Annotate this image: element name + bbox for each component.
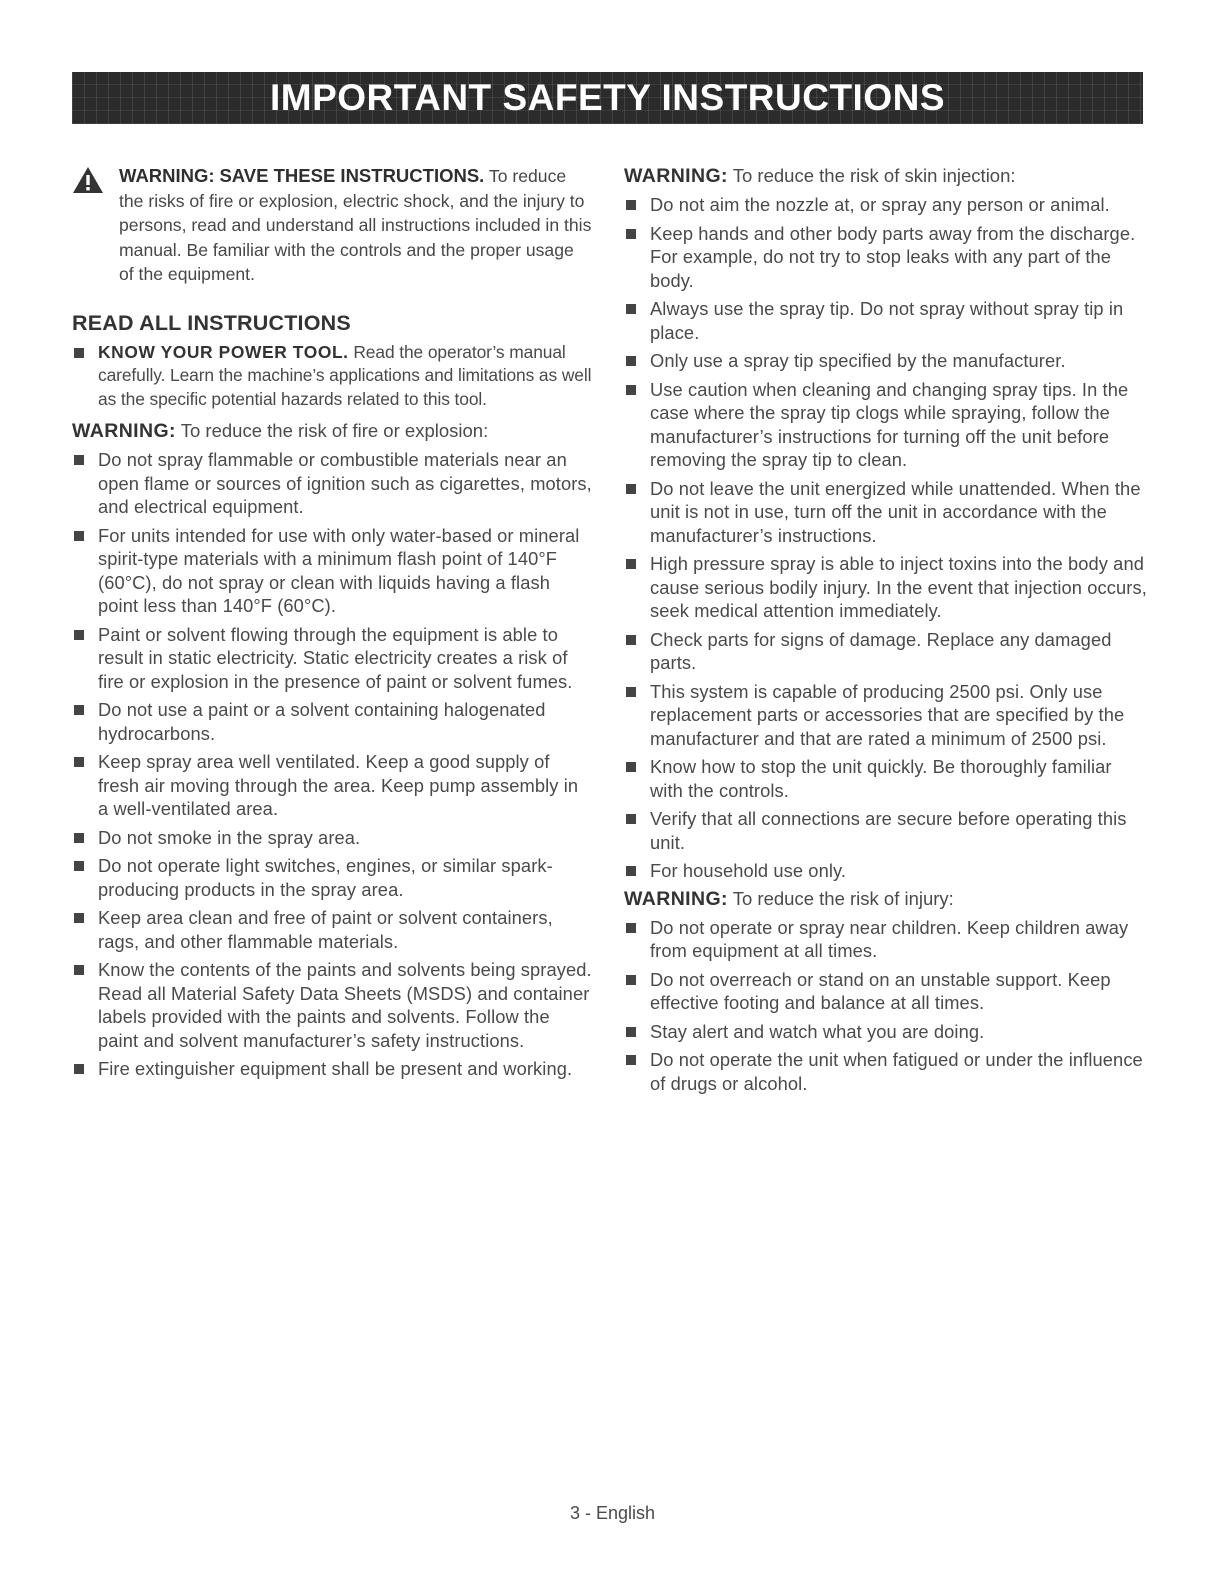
list-item: Stay alert and watch what you are doing. bbox=[624, 1020, 1148, 1044]
skin-warning-text: To reduce the risk of skin injection: bbox=[732, 165, 1016, 186]
skin-warning-label: WARNING: bbox=[624, 165, 728, 187]
list-item: Know how to stop the unit quickly. Be thoroughly familiar with the controls. bbox=[624, 755, 1148, 802]
injury-warning-label: WARNING: bbox=[624, 887, 728, 910]
know-tool-label: KNOW YOUR POWER TOOL. bbox=[98, 341, 349, 362]
fire-warning-label: WARNING: bbox=[72, 420, 176, 442]
page-number: 3 - English bbox=[569, 1503, 656, 1523]
list-item: Use caution when cleaning and changing spray tips. In the case where the spray tip clogs while spraying, follow the manufacturer’s instructions for turning off the unit before removing the spray tip to clean. bbox=[624, 378, 1148, 472]
save-instructions-warning bbox=[72, 164, 592, 287]
list-item: Know the contents of the paints and solvents being sprayed. Read all Material Safety Data Sheets (MSDS) and container labels provided with the paints and solvents. Follow the paint and solvent manufacturer’s safety instructions. bbox=[72, 958, 592, 1052]
list-item: Check parts for signs of damage. Replace any damaged parts. bbox=[624, 628, 1148, 675]
fire-warning bbox=[72, 419, 592, 443]
know-tool-item bbox=[72, 341, 592, 412]
list-item: Keep area clean and free of paint or solvent containers, rags, and other flammable materials. bbox=[72, 906, 592, 953]
list-item: Do not operate light switches, engines, or similar spark-producing products in the spray area. bbox=[72, 854, 592, 901]
list-item: Do not use a paint or a solvent containing halogenated hydrocarbons. bbox=[72, 698, 592, 745]
injury-warning-text: To reduce the risk of injury: bbox=[732, 887, 954, 909]
list-item: This system is capable of producing 2500 psi. Only use replacement parts or accessories that are specified by the manufacturer and that are rated a minimum of 2500 psi. bbox=[624, 680, 1148, 751]
warning-headline: SAVE THESE INSTRUCTIONS. bbox=[219, 165, 485, 186]
list-item: Do not leave the unit energized while unattended. When the unit is not in use, turn off the unit in accordance with the manufacturer’s instructions. bbox=[624, 477, 1148, 548]
warning-label: WARNING: bbox=[119, 165, 215, 186]
list-item: Fire extinguisher equipment shall be present and working. bbox=[72, 1057, 592, 1081]
list-item: High pressure spray is able to inject toxins into the body and cause serious bodily injury. In the event that injection occurs, seek medical attention immediately. bbox=[624, 552, 1148, 623]
list-item: Do not aim the nozzle at, or spray any person or animal. bbox=[624, 193, 1148, 217]
list-item: For household use only. bbox=[624, 859, 1148, 883]
injury-warning bbox=[624, 887, 1148, 911]
list-item: Verify that all connections are secure before operating this unit. bbox=[624, 807, 1148, 854]
list-item: Keep spray area well ventilated. Keep a good supply of fresh air moving through the area. Keep pump assembly in a well-ventilated area. bbox=[72, 750, 592, 821]
list-item: Keep hands and other body parts away from the discharge. For example, do not try to stop leaks with any part of the body. bbox=[624, 222, 1148, 293]
section-banner bbox=[72, 72, 1143, 124]
list-item: Do not spray flammable or combustible materials near an open flame or sources of ignition such as cigarettes, motors, and electrical equipment. bbox=[72, 448, 592, 519]
list-item: Paint or solvent flowing through the equipment is able to result in static electricity. Static electricity creates a risk of fire or explosion in the presence of paint or solvent fumes. bbox=[72, 623, 592, 694]
skin-list bbox=[624, 193, 1148, 883]
list-item: Do not operate the unit when fatigued or under the influence of drugs or alcohol. bbox=[624, 1048, 1148, 1095]
banner-title: IMPORTANT SAFETY INSTRUCTIONS bbox=[269, 77, 946, 118]
left-column bbox=[72, 164, 592, 1081]
list-item: For units intended for use with only water-based or mineral spirit-type materials with a minimum flash point of 140°F (60°C), do not spray or clean with liquids having a flash point less than 140°F (60°C). bbox=[72, 524, 592, 618]
fire-list bbox=[72, 448, 592, 1081]
injury-list bbox=[624, 916, 1148, 1096]
know-tool-text: Read the operator’s manual carefully. Learn the machine’s applications and limitations as well as the specific potential hazards related to this tool. bbox=[98, 341, 592, 409]
right-column bbox=[624, 164, 1148, 1095]
warning-text: To reduce the risks of fire or explosion, electric shock, and the injury to persons, read and understand all instructions included in this manual. Be familiar with the controls and the proper usage of the equipment. bbox=[119, 166, 592, 284]
skin-injection-warning bbox=[624, 164, 1148, 188]
list-item: Do not operate or spray near children. Keep children away from equipment at all times. bbox=[624, 916, 1148, 963]
list-item: Only use a spray tip specified by the manufacturer. bbox=[624, 349, 1148, 373]
list-item: Do not overreach or stand on an unstable support. Keep effective footing and balance at all times. bbox=[624, 968, 1148, 1015]
list-item: Do not smoke in the spray area. bbox=[72, 826, 592, 850]
fire-warning-text: To reduce the risk of fire or explosion: bbox=[180, 420, 489, 441]
warning-triangle-icon bbox=[72, 166, 104, 194]
list-item: Always use the spray tip. Do not spray without spray tip in place. bbox=[624, 297, 1148, 344]
section-heading: READ ALL INSTRUCTIONS bbox=[72, 310, 351, 335]
